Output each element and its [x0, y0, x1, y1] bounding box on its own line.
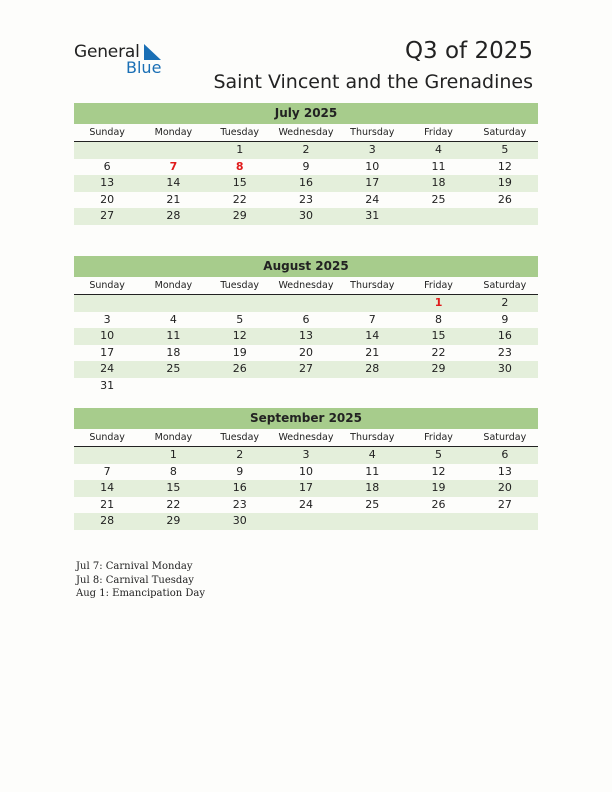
weekday-label: Thursday [350, 280, 395, 291]
week-row [74, 175, 538, 192]
day-cell: 27 [497, 497, 512, 511]
weekday-label: Thursday [350, 127, 395, 138]
day-cell: 17 [365, 176, 380, 189]
day-cell: 26 [232, 362, 247, 375]
day-cell [405, 513, 471, 530]
day-cell [405, 378, 471, 395]
weekday-label: Tuesday [220, 280, 260, 291]
day-cell [140, 142, 206, 159]
logo-text-general: General [74, 42, 140, 62]
day-cell: 24 [365, 192, 380, 206]
week-row [74, 345, 538, 362]
day-cell [339, 378, 405, 395]
day-cell: 1 [169, 448, 177, 461]
holiday-note: Jul 8: Carnival Tuesday [76, 574, 194, 586]
week-row [74, 312, 538, 329]
day-cell: 14 [365, 329, 380, 342]
day-cell [74, 447, 140, 464]
page-subtitle: Saint Vincent and the Grenadines [213, 71, 533, 93]
day-cell: 24 [298, 497, 313, 511]
weekday-label: Wednesday [278, 127, 334, 138]
day-cell: 14 [100, 481, 115, 494]
day-cell: 5 [501, 143, 509, 156]
day-cell: 9 [302, 159, 310, 173]
day-cell [207, 295, 273, 312]
weekday-label: Saturday [483, 127, 527, 138]
day-cell [207, 378, 273, 395]
page-title: Q3 of 2025 [404, 38, 533, 64]
day-cell: 2 [236, 448, 244, 461]
day-cell: 15 [431, 329, 446, 342]
day-cell: 13 [100, 176, 115, 189]
week-row [74, 378, 538, 395]
day-cell: 26 [497, 192, 512, 206]
day-cell: 10 [298, 464, 313, 478]
day-cell: 5 [236, 312, 244, 326]
month-calendar-september [74, 408, 538, 530]
day-cell: 5 [435, 448, 443, 461]
day-cell [273, 378, 339, 395]
day-cell: 27 [100, 209, 115, 222]
day-cell [339, 295, 405, 312]
day-cell: 13 [497, 464, 512, 478]
day-cell: 10 [100, 329, 115, 342]
day-cell: 11 [166, 329, 181, 342]
day-cell: 21 [100, 497, 115, 511]
day-cell: 3 [302, 448, 310, 461]
day-cell: 19 [431, 481, 446, 494]
day-cell: 12 [497, 159, 512, 173]
weekday-label: Tuesday [220, 127, 260, 138]
day-cell: 16 [232, 481, 247, 494]
day-cell: 11 [365, 464, 380, 478]
day-cell: 9 [501, 312, 509, 326]
week-row [74, 142, 538, 159]
day-cell: 17 [298, 481, 313, 494]
holiday-notes [76, 560, 205, 601]
day-cell [74, 142, 140, 159]
day-cell: 2 [501, 296, 509, 309]
day-cell: 7 [368, 312, 376, 326]
day-cell: 21 [166, 192, 181, 206]
weekday-label: Sunday [89, 127, 125, 138]
day-cell: 31 [100, 378, 115, 392]
day-cell: 4 [435, 143, 443, 156]
day-cell: 11 [431, 159, 446, 173]
day-cell: 30 [298, 209, 313, 222]
day-cell: 3 [368, 143, 376, 156]
weekday-label: Friday [424, 432, 453, 443]
day-cell: 21 [365, 345, 380, 359]
day-cell: 25 [431, 192, 446, 206]
day-cell: 20 [100, 192, 115, 206]
day-cell [472, 378, 538, 395]
weekday-label: Monday [154, 432, 193, 443]
holiday-day-cell: 7 [169, 159, 178, 173]
weekday-header-row [74, 124, 538, 142]
day-cell: 7 [103, 464, 111, 478]
day-cell: 12 [431, 464, 446, 478]
day-cell: 31 [365, 209, 380, 222]
weekday-label: Friday [424, 280, 453, 291]
day-cell: 20 [497, 481, 512, 494]
month-calendar-july [74, 103, 538, 225]
day-cell: 20 [298, 345, 313, 359]
day-cell: 18 [431, 176, 446, 189]
week-row [74, 513, 538, 530]
day-cell [472, 513, 538, 530]
month-title: July 2025 [74, 103, 538, 124]
holiday-day-cell: 8 [235, 159, 244, 173]
holiday-note: Jul 7: Carnival Monday [76, 561, 193, 572]
weekday-label: Sunday [89, 280, 125, 291]
day-cell: 26 [431, 497, 446, 511]
day-cell: 18 [166, 345, 181, 359]
week-row [74, 159, 538, 176]
day-cell: 3 [103, 312, 111, 326]
week-row [74, 480, 538, 497]
day-cell: 15 [232, 176, 247, 189]
day-cell: 16 [497, 329, 512, 342]
generalblue-logo [74, 42, 174, 78]
day-cell: 18 [365, 481, 380, 494]
day-cell [472, 208, 538, 225]
day-cell: 28 [100, 514, 115, 527]
day-cell: 10 [365, 159, 380, 173]
day-cell: 6 [501, 448, 509, 461]
week-row [74, 464, 538, 481]
day-cell: 19 [497, 176, 512, 189]
week-row [74, 208, 538, 225]
month-title: August 2025 [74, 256, 538, 277]
day-cell: 27 [298, 362, 313, 375]
week-row [74, 361, 538, 378]
day-cell: 14 [166, 176, 181, 189]
day-cell [140, 295, 206, 312]
day-cell: 23 [298, 192, 313, 206]
holiday-note: Aug 1: Emancipation Day [76, 588, 205, 599]
day-cell: 4 [169, 312, 177, 326]
weekday-label: Wednesday [278, 280, 334, 291]
day-cell: 29 [166, 514, 181, 527]
week-row [74, 497, 538, 514]
weekday-label: Saturday [483, 280, 527, 291]
week-row [74, 328, 538, 345]
day-cell [140, 378, 206, 395]
week-row [74, 295, 538, 312]
day-cell [273, 513, 339, 530]
weekday-label: Friday [424, 127, 453, 138]
day-cell: 24 [100, 362, 115, 375]
day-cell: 22 [232, 192, 247, 206]
month-title: September 2025 [74, 408, 538, 429]
day-cell: 29 [431, 362, 446, 375]
day-cell: 25 [365, 497, 380, 511]
day-cell: 6 [103, 159, 111, 173]
weekday-label: Wednesday [278, 432, 334, 443]
weekday-label: Monday [154, 280, 193, 291]
day-cell: 13 [298, 329, 313, 342]
day-cell: 30 [232, 514, 247, 527]
weekday-header-row [74, 429, 538, 447]
day-cell: 8 [169, 464, 177, 478]
weekday-label: Tuesday [220, 432, 260, 443]
day-cell [405, 208, 471, 225]
day-cell: 15 [166, 481, 181, 494]
weekday-label: Thursday [350, 432, 395, 443]
day-cell: 23 [232, 497, 247, 511]
day-cell [339, 513, 405, 530]
day-cell [273, 295, 339, 312]
day-cell: 28 [166, 209, 181, 222]
day-cell: 25 [166, 362, 181, 375]
holiday-day-cell: 1 [434, 296, 443, 309]
day-cell: 9 [236, 464, 244, 478]
day-cell: 2 [302, 143, 310, 156]
day-cell: 6 [302, 312, 310, 326]
day-cell: 16 [298, 176, 313, 189]
month-calendar-august [74, 256, 538, 394]
logo-text-blue: Blue [126, 58, 162, 77]
week-row [74, 192, 538, 209]
day-cell: 30 [497, 362, 512, 375]
week-row [74, 447, 538, 464]
day-cell [74, 295, 140, 312]
day-cell: 17 [100, 345, 115, 359]
day-cell: 1 [236, 143, 244, 156]
day-cell: 28 [365, 362, 380, 375]
day-cell: 22 [166, 497, 181, 511]
day-cell: 29 [232, 209, 247, 222]
day-cell: 12 [232, 329, 247, 342]
weekday-label: Saturday [483, 432, 527, 443]
day-cell: 4 [368, 448, 376, 461]
day-cell: 22 [431, 345, 446, 359]
weekday-header-row [74, 277, 538, 295]
day-cell: 8 [435, 312, 443, 326]
weekday-label: Monday [154, 127, 193, 138]
day-cell: 19 [232, 345, 247, 359]
weekday-label: Sunday [89, 432, 125, 443]
day-cell: 23 [497, 345, 512, 359]
